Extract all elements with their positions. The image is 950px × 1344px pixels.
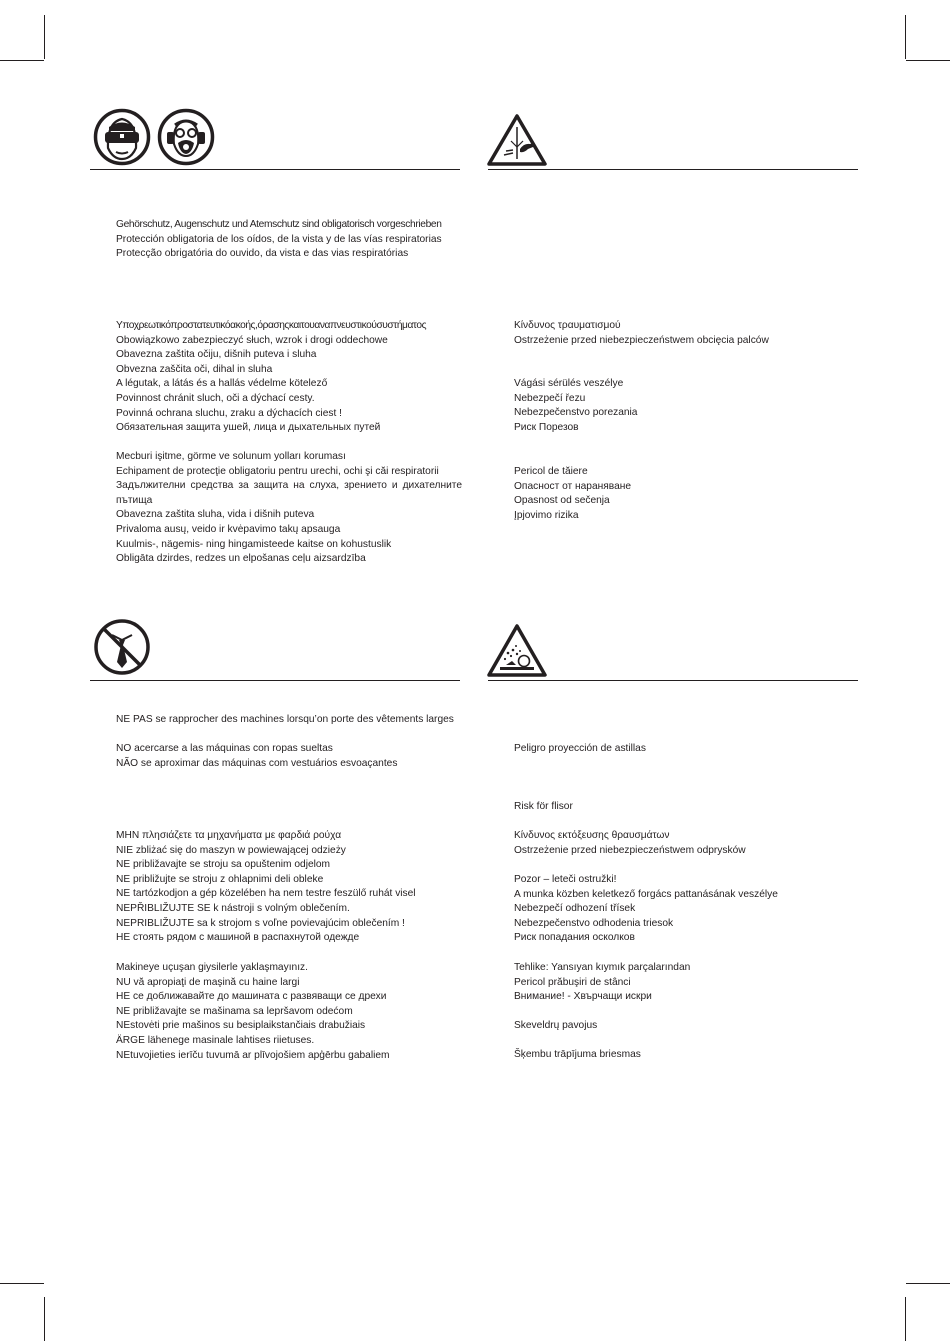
text-line: Tehlike: Yansıyan kıymık parçalarından <box>514 962 691 973</box>
ppe-text-group-2 <box>116 319 426 436</box>
text-line: NE približavajte se stroju sa opuštenim odjelom <box>116 859 331 871</box>
clothing-text-group-1 <box>116 713 454 728</box>
text-line: Povinná ochrana sluchu, zraku a dýchacích ciest ! <box>116 407 342 419</box>
text-line: Peligro proyección de astillas <box>514 743 646 754</box>
text-line: Риск попадания осколков <box>514 932 635 944</box>
text-line: Protecção obrigatória do ouvido, da vista e das vias respiratórias <box>116 248 409 260</box>
text-line: Задължителни средства за защита на слуха, зрението и дихателните пътища <box>116 480 462 506</box>
clothing-text-group-4 <box>116 961 390 1063</box>
text-line: Обязательная защита ушей, лица и дыхательных путей <box>116 422 381 434</box>
clothing-text-group-2 <box>116 742 397 771</box>
text-line: Skeveldrų pavojus <box>514 1020 598 1031</box>
text-line: Obavezna zaštita očiju, dišnih puteva i sluha <box>116 349 317 361</box>
chips-text-group-2 <box>514 800 573 815</box>
text-line: Nebezpečenstvo porezania <box>514 407 638 419</box>
no-loose-clothing-icon <box>93 618 151 676</box>
injury-text-group-2 <box>514 377 637 435</box>
text-line: MHN πλησιάζετε τα μηχανήματα με φαρδιά ρούχα <box>116 830 342 841</box>
text-line: NE približujte se stroju z ohlapnimi deli obleke <box>116 873 324 885</box>
text-line: Внимание! - Хвърчащи искри <box>514 991 652 1003</box>
text-line: Опасност от нараняване <box>514 480 632 492</box>
text-line: Echipament de protecţie obligatoriu pentru urechi, ochi şi căi respiratorii <box>116 465 439 477</box>
crop-mark <box>906 1283 950 1284</box>
text-line: NE PAS se rapprocher des machines lorsqu’on porte des vêtements larges <box>116 714 454 725</box>
text-line: Ostrzeżenie przed niebezpieczeństwem obcięcia palców <box>514 334 769 346</box>
text-line: Šķembu trāpījuma briesmas <box>514 1049 641 1060</box>
chips-text-group-4 <box>514 873 778 946</box>
text-line: Gehörschutz, Augenschutz und Atemschutz sind obligatorisch vorgeschrieben <box>116 219 442 230</box>
text-line: Įpjovimo rizika <box>514 509 579 521</box>
crop-mark <box>44 1297 45 1341</box>
text-line: A munka közben keletkező forgács pattanásának veszélye <box>514 888 778 900</box>
text-line: Nebezpečí odhození třísek <box>514 903 636 915</box>
chips-text-group-3 <box>514 829 746 858</box>
text-line: Povinnost chránit sluch, oči a dýchací cesty. <box>116 392 315 404</box>
flying-chips-warning-icon <box>486 623 548 678</box>
chips-text-group-7 <box>514 1048 641 1063</box>
section-divider <box>90 680 460 681</box>
text-line: Ostrzeżenie przed niebezpieczeństwem odprysków <box>514 844 746 856</box>
text-line: Υποχρεωτικόπροστατευτικόακοής,όρασηςκαιτουαναπνευστικούσυστήματος <box>116 320 427 331</box>
text-line: Nebezpečí řezu <box>514 392 586 404</box>
text-line: Obavezna zaštita sluha, vida i dišnih puteva <box>116 509 315 521</box>
crop-mark <box>0 1283 44 1284</box>
text-line: Makineye uçuşan giysilerle yaklaşmayınız. <box>116 962 308 973</box>
crop-mark <box>906 60 950 61</box>
text-line: NÃO se aproximar das máquinas com vestuários esvoaçantes <box>116 757 398 769</box>
injury-text-group-3 <box>514 465 631 523</box>
text-line: NO acercarse a las máquinas con ropas sueltas <box>116 743 333 754</box>
ppe-text-group-3 <box>116 450 462 567</box>
text-line: ÄRGE lähenege masinale lahtises riietuses. <box>116 1034 315 1046</box>
text-line: Kuulmis-, nägemis- ning hingamisteede kaitse on kohustuslik <box>116 538 392 550</box>
text-line: NIE zbliżać się do maszyn w powiewającej odzieży <box>116 844 346 856</box>
section-divider <box>90 169 460 170</box>
text-line: A légutak, a látás és a hallás védelme kötelező <box>116 378 328 390</box>
chips-text-group-5 <box>514 961 690 1005</box>
crop-mark <box>44 15 45 59</box>
text-line: Protección obligatoria de los oídos, de la vista y de las vías respiratorias <box>116 233 442 245</box>
chips-text-group-1 <box>514 742 646 757</box>
text-line: NEPRIBLIŽUJTE sa k strojom s voľne povievajúcim oblečením ! <box>116 917 405 929</box>
text-line: Mecburi işitme, görme ve solunum yolları koruması <box>116 451 346 462</box>
text-line: Pericol de tăiere <box>514 466 588 477</box>
text-line: NEPŘIBLIŽUJTE SE k nástroji s volným oblečením. <box>116 902 350 914</box>
text-line: Vágási sérülés veszélye <box>514 378 624 389</box>
section-divider <box>488 680 858 681</box>
text-line: НЕ стоять рядом с машиной в распахнутой одежде <box>116 932 360 944</box>
text-line: Риск Порезов <box>514 421 579 433</box>
text-line: Obvezna zaščita oči, dihal in sluha <box>116 363 273 375</box>
crop-mark <box>905 15 906 59</box>
goggles-icon <box>93 108 151 166</box>
ppe-text-group-1 <box>116 218 442 262</box>
text-line: Privaloma ausų, veido ir kvėpavimo takų apsauga <box>116 523 341 535</box>
text-line: Obowiązkowo zabezpieczyć słuch, wzrok i drogi oddechowe <box>116 334 388 346</box>
text-line: NEtuvojieties ierīču tuvumā ar plīvojošiem apģērbu gabaliem <box>116 1049 390 1061</box>
crop-mark <box>905 1297 906 1341</box>
text-line: NEstovėti prie mašinos su besiplaikstančiais drabužiais <box>116 1020 366 1032</box>
text-line: Obligāta dzirdes, redzes un elpošanas ceļu aizsardzība <box>116 553 366 565</box>
text-line: Opasnost od sečenja <box>514 495 610 507</box>
injury-text-group-1 <box>514 319 769 348</box>
text-line: NU vă apropiaţi de maşină cu haine largi <box>116 976 300 988</box>
text-line: Κίνδυνος εκτόξευσης θραυσμάτων <box>514 830 670 841</box>
text-line: Κίνδυνος τραυματισμού <box>514 320 621 331</box>
text-line: Pozor – leteči ostružki! <box>514 874 617 885</box>
chips-text-group-6 <box>514 1019 597 1034</box>
text-line: НЕ се доближавайте до машината с развяващи се дрехи <box>116 991 387 1003</box>
respirator-ear-protection-icon <box>157 108 215 166</box>
text-line: Risk för flisor <box>514 801 573 812</box>
crop-mark <box>0 60 44 61</box>
text-line: NE tartózkodjon a gép közelében ha nem testre feszülő ruhát visel <box>116 888 416 900</box>
section-divider <box>488 169 858 170</box>
text-line: NE približavajte se mašinama sa lepršavom odećom <box>116 1005 353 1017</box>
text-line: Nebezpečenstvo odhodenia triesok <box>514 917 674 929</box>
text-line: Pericol prăbuşiri de stânci <box>514 976 631 988</box>
clothing-text-group-3 <box>116 829 416 946</box>
hand-injury-warning-icon <box>486 113 548 167</box>
